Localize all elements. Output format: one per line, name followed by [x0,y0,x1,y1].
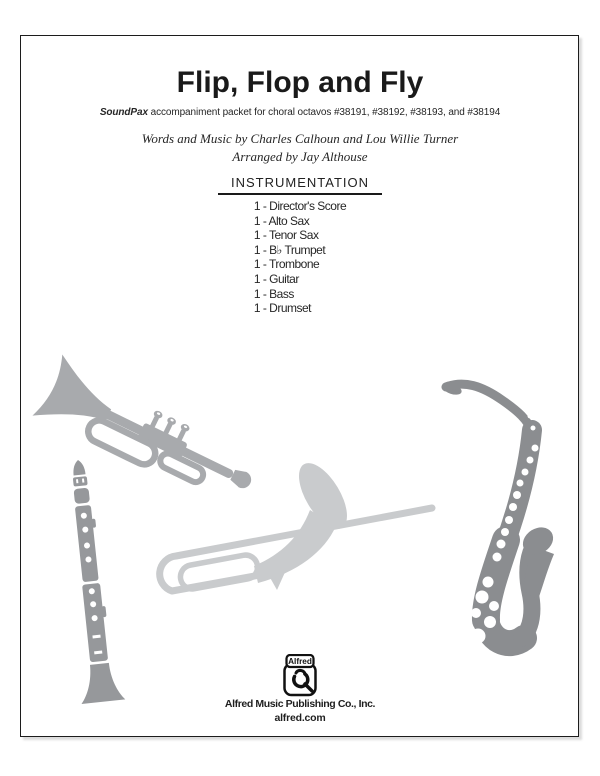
instrumentation-rule [218,193,382,195]
publisher-name: Alfred Music Publishing Co., Inc. [224,698,376,710]
list-item: 1 - Drumset [253,301,312,316]
soundpax-brand: SoundPax [99,107,148,118]
trombone-silhouette-icon [130,450,450,615]
publisher-website: alfred.com [274,712,326,724]
instrumentation-heading: INSTRUMENTATION [230,175,369,190]
list-item: 1 - Tenor Sax [253,228,319,243]
page-title: Flip, Flop and Fly [176,66,424,99]
list-item: 1 - Trombone [253,257,320,272]
list-item: 1 - Bass [253,286,294,301]
subtitle [0,106,600,120]
list-item: 1 - Director's Score [253,199,347,213]
alfred-logo [283,654,317,702]
subtitle-text: accompaniment packet for choral octavos #38191, #38192, #38193, and #38194 [150,107,501,118]
credit-words-music: Words and Music by Charles Calhoun and Lou Willie Turner [141,131,459,146]
clarinet-silhouette-icon [50,458,135,713]
saxophone-silhouette-icon [430,378,595,663]
instrumentation-list [0,199,600,317]
list-item: 1 - Guitar [253,271,299,286]
credit-arranger: Arranged by Jay Althouse [232,149,368,164]
alfred-logo-text: Alfred [288,657,312,666]
list-item: 1 - Alto Sax [253,213,310,228]
list-item: 1 - B♭ Trumpet [253,242,326,257]
